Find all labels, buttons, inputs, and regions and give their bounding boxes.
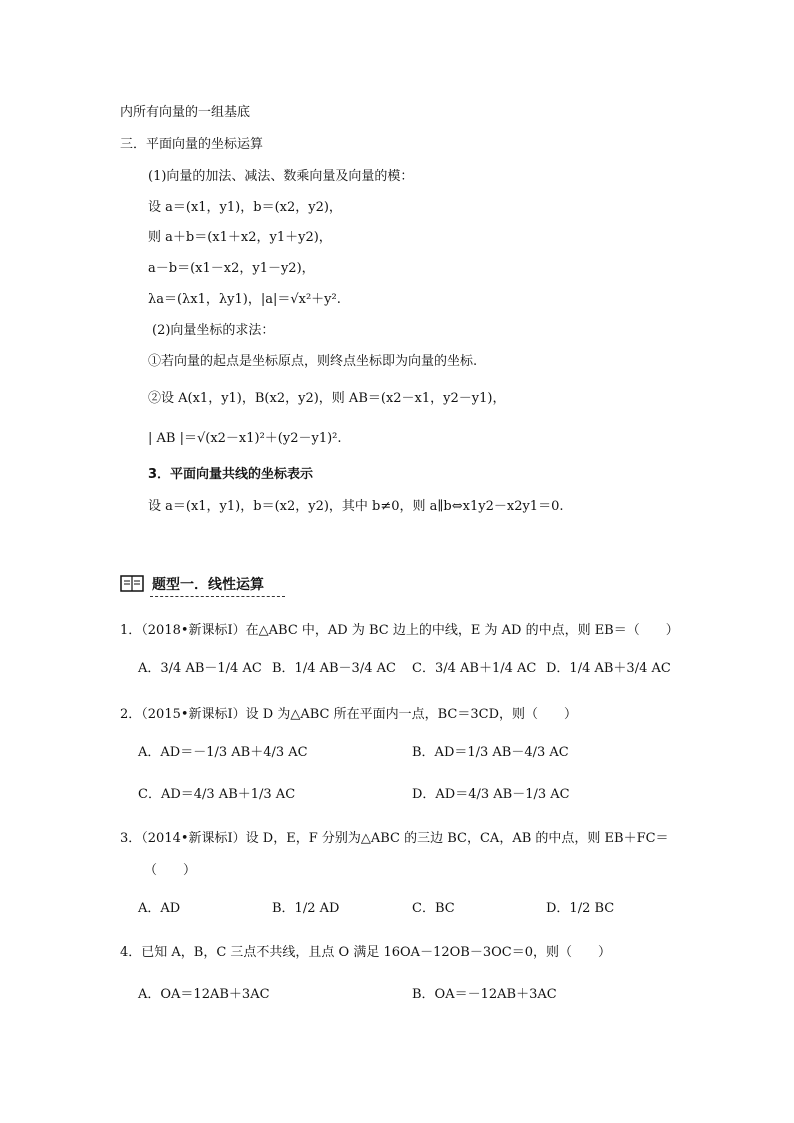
rule-ab-magnitude: | AB |＝√(x2－x1)²＋(y2－y1)². <box>148 431 342 446</box>
rule-origin: ①若向量的起点是坐标原点，则终点坐标即为向量的坐标. <box>148 354 478 369</box>
question-3-stem: 3．（2014•新课标Ⅰ）设 D，E，F 分别为△ABC 的三边 BC，CA，AB 的中点，则 EB＋FC＝ <box>120 831 669 846</box>
question-2-option-c[interactable]: C．AD＝4/3 AB＋1/3 AC <box>138 787 296 802</box>
question-3-blank: （ ） <box>144 863 197 878</box>
question-1-option-a[interactable]: A．3/4 AB－1/4 AC <box>138 661 262 676</box>
question-2-stem: 2．（2015•新课标Ⅰ）设 D 为△ABC 所在平面内一点，BC＝3CD，则（ ） <box>120 707 577 722</box>
rule-ab-coordinates: ②设 A(x1，y1)，B(x2，y2)，则 AB＝(x2－x1，y2－y1)， <box>148 391 506 406</box>
subheading-collinear: 3．平面向量共线的坐标表示 <box>148 467 314 482</box>
question-1-option-d[interactable]: D．1/4 AB＋3/4 AC <box>546 661 671 676</box>
formula-set: 设 a＝(x1，y1)，b＝(x2，y2)， <box>148 200 342 215</box>
section-heading: 三．平面向量的坐标运算 <box>120 137 264 152</box>
question-4-option-b[interactable]: B．OA＝－12AB＋3AC <box>412 987 557 1002</box>
subheading-operations: (1)向量的加法、减法、数乘向量及向量的模： <box>148 169 414 184</box>
question-2-option-b[interactable]: B．AD＝1/3 AB－4/3 AC <box>412 745 569 760</box>
question-1-stem: 1．（2018•新课标Ⅰ）在△ABC 中，AD 为 BC 边上的中线，E 为 AD 的中点，则 EB＝（ ） <box>120 623 679 638</box>
question-4-stem: 4．已知 A，B，C 三点不共线，且点 O 满足 16OA－12OB－3OC＝0，则（ ） <box>120 945 611 960</box>
formula-diff: a－b＝(x1－x2，y1－y2)， <box>148 261 315 276</box>
question-3-option-c[interactable]: C．BC <box>412 901 455 916</box>
question-1-option-b[interactable]: B．1/4 AB－3/4 AC <box>272 661 396 676</box>
section-title: 题型一．线性运算 <box>152 577 264 593</box>
formula-sum: 则 a＋b＝(x1＋x2，y1＋y2)， <box>148 230 332 245</box>
question-3-option-a[interactable]: A．AD <box>138 901 181 916</box>
book-icon <box>120 574 144 592</box>
question-3-option-d[interactable]: D．1/2 BC <box>546 901 615 916</box>
subheading-coordinates: (2)向量坐标的求法： <box>152 323 275 338</box>
question-4-option-a[interactable]: A．OA＝12AB＋3AC <box>138 987 270 1002</box>
question-3-option-b[interactable]: B．1/2 AD <box>272 901 340 916</box>
question-1-option-c[interactable]: C．3/4 AB＋1/4 AC <box>412 661 537 676</box>
question-2-option-d[interactable]: D．AD＝4/3 AB－1/3 AC <box>412 787 570 802</box>
section-divider <box>150 596 285 597</box>
collinear-condition: 设 a＝(x1，y1)，b＝(x2，y2)，其中 b≠0，则 a∥b⇔x1y2－x2y1＝0. <box>148 499 564 514</box>
lead-line: 内所有向量的一组基底 <box>120 105 251 120</box>
formula-scalar: λa＝(λx1，λy1)，|a|＝√x²＋y². <box>148 292 341 307</box>
question-2-option-a[interactable]: A．AD＝－1/3 AB＋4/3 AC <box>138 745 308 760</box>
